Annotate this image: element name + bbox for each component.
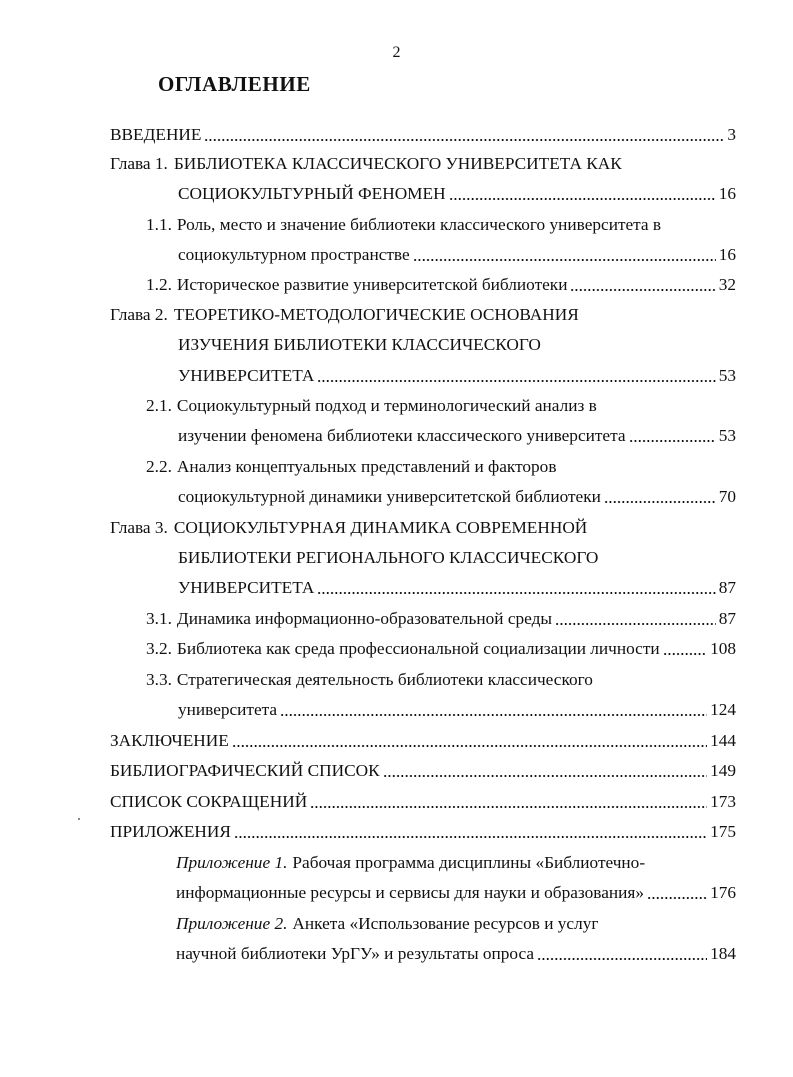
toc-chapter-2-line-2 bbox=[178, 332, 736, 358]
toc-entry-text: информационные ресурсы и сервисы для науки и образования» bbox=[176, 883, 644, 902]
toc-section-number: 1.2. bbox=[146, 275, 172, 294]
toc-section-number: 3.3. bbox=[146, 670, 172, 689]
toc-entry-bibliography bbox=[110, 758, 736, 784]
toc-entry-text: социокультурном пространстве bbox=[178, 245, 410, 264]
toc-chapter-3-line-3 bbox=[178, 575, 736, 601]
toc-entry-text: ИЗУЧЕНИЯ БИБЛИОТЕКИ КЛАССИЧЕСКОГО bbox=[178, 335, 541, 354]
toc-section-3-3-line-1 bbox=[146, 667, 736, 693]
toc-entry-abbreviations bbox=[110, 789, 736, 815]
toc-entry-text: университета bbox=[178, 700, 278, 719]
toc-entry-page: 124 bbox=[710, 700, 736, 719]
toc-entry-text: Анализ концептуальных представлений и факторов bbox=[176, 457, 557, 476]
toc-entry-text: БИБЛИОТЕКИ РЕГИОНАЛЬНОГО КЛАССИЧЕСКОГО bbox=[178, 548, 599, 567]
toc-entry-text: СПИСОК СОКРАЩЕНИЙ bbox=[110, 792, 308, 811]
toc-chapter-label: Глава 2. bbox=[110, 305, 168, 324]
toc-entry-text: Роль, место и значение библиотеки классического университета в bbox=[176, 215, 662, 234]
scan-speck bbox=[78, 818, 80, 820]
dot-leader bbox=[280, 699, 707, 717]
dot-leader bbox=[204, 124, 724, 142]
toc-appendix-label: Приложение 2. bbox=[176, 914, 288, 933]
toc-entry-page: 70 bbox=[718, 487, 736, 506]
toc-chapter-label: Глава 1. bbox=[110, 154, 168, 173]
toc-section-2-2-line-1 bbox=[146, 454, 736, 480]
toc-section-1-2 bbox=[146, 272, 736, 298]
toc-section-number: 3.2. bbox=[146, 639, 172, 658]
toc-section-2-2-line-2 bbox=[178, 484, 736, 510]
toc-entry-appendices bbox=[110, 819, 736, 845]
toc-entry-text: Анкета «Использование ресурсов и услуг bbox=[292, 914, 599, 933]
toc-entry-page: 175 bbox=[710, 822, 736, 841]
toc-section-number: 2.2. bbox=[146, 457, 172, 476]
toc-entry-page: 173 bbox=[710, 792, 736, 811]
toc-section-3-3-line-2 bbox=[178, 697, 736, 723]
toc-entry-text: изучении феномена библиотеки классического университета bbox=[178, 426, 626, 445]
toc-entry-text: ВВЕДЕНИЕ bbox=[110, 125, 202, 144]
dot-leader bbox=[413, 244, 716, 262]
toc-entry-page: 184 bbox=[710, 944, 736, 963]
dot-leader bbox=[310, 791, 707, 809]
toc-entry-text: Историческое развитие университетской библиотеки bbox=[176, 275, 568, 294]
toc-entry-page: 16 bbox=[718, 245, 736, 264]
toc-section-number: 2.1. bbox=[146, 396, 172, 415]
dot-leader bbox=[317, 365, 715, 383]
toc-section-number: 3.1. bbox=[146, 609, 172, 628]
toc-entry-text: научной библиотеки УрГУ» и результаты опроса bbox=[176, 944, 535, 963]
dot-leader bbox=[537, 943, 707, 961]
toc-entry-text: ЗАКЛЮЧЕНИЕ bbox=[110, 731, 229, 750]
dot-leader bbox=[629, 425, 716, 443]
toc-entry-introduction bbox=[110, 122, 736, 148]
toc-chapter-1-line-2 bbox=[178, 181, 736, 207]
toc-chapter-3-line-1 bbox=[110, 515, 736, 541]
toc-entry-page: 3 bbox=[727, 125, 736, 144]
toc-entry-page: 16 bbox=[718, 184, 736, 203]
toc-appendix-label: Приложение 1. bbox=[176, 853, 288, 872]
toc-section-1-1-line-1 bbox=[146, 212, 736, 238]
toc-entry-page: 32 bbox=[718, 275, 736, 294]
toc-entry-text: СОЦИОКУЛЬТУРНЫЙ ФЕНОМЕН bbox=[178, 184, 446, 203]
toc-entry-page: 53 bbox=[718, 426, 736, 445]
toc-appendix-1-line-1 bbox=[176, 850, 736, 876]
toc-section-3-2 bbox=[146, 636, 736, 662]
toc-entry-text: УНИВЕРСИТЕТА bbox=[178, 578, 315, 597]
toc-entry-text: БИБЛИОТЕКА КЛАССИЧЕСКОГО УНИВЕРСИТЕТА КАК bbox=[173, 154, 622, 173]
toc-entry-text: Рабочая программа дисциплины «Библиотечно- bbox=[292, 853, 646, 872]
toc-entry-page: 87 bbox=[718, 609, 736, 628]
toc-entry-text: Стратегическая деятельность библиотеки классического bbox=[176, 670, 593, 689]
toc-entry-page: 108 bbox=[710, 639, 736, 658]
dot-leader bbox=[647, 882, 707, 900]
page-title: ОГЛАВЛЕНИЕ bbox=[158, 72, 311, 96]
dot-leader bbox=[234, 821, 707, 839]
toc-section-3-1 bbox=[146, 606, 736, 632]
toc-entry-page: 176 bbox=[710, 883, 736, 902]
toc-entry-conclusion bbox=[110, 728, 736, 754]
page-number: 2 bbox=[392, 44, 401, 61]
toc-section-number: 1.1. bbox=[146, 215, 172, 234]
toc-appendix-1-line-2 bbox=[176, 880, 736, 906]
toc-entry-text: социокультурной динамики университетской библиотеки bbox=[178, 487, 601, 506]
dot-leader bbox=[317, 577, 715, 595]
toc-entry-text: ПРИЛОЖЕНИЯ bbox=[110, 822, 231, 841]
toc-entry-text: Библиотека как среда профессиональной социализации личности bbox=[176, 639, 660, 658]
toc-entry-text: БИБЛИОГРАФИЧЕСКИЙ СПИСОК bbox=[110, 761, 380, 780]
toc-chapter-label: Глава 3. bbox=[110, 518, 168, 537]
dot-leader bbox=[555, 608, 716, 626]
toc-chapter-3-line-2 bbox=[178, 545, 736, 571]
toc-entry-page: 53 bbox=[718, 366, 736, 385]
toc-entry-text: СОЦИОКУЛЬТУРНАЯ ДИНАМИКА СОВРЕМЕННОЙ bbox=[173, 518, 588, 537]
dot-leader bbox=[570, 274, 715, 292]
toc-entry-text: УНИВЕРСИТЕТА bbox=[178, 366, 315, 385]
dot-leader bbox=[604, 486, 716, 504]
toc-section-2-1-line-1 bbox=[146, 393, 736, 419]
dot-leader bbox=[383, 760, 707, 778]
dot-leader bbox=[232, 730, 707, 748]
toc-chapter-2-line-1 bbox=[110, 302, 736, 328]
toc-appendix-2-line-1 bbox=[176, 911, 736, 937]
toc-entry-text: ТЕОРЕТИКО-МЕТОДОЛОГИЧЕСКИЕ ОСНОВАНИЯ bbox=[173, 305, 579, 324]
toc-section-2-1-line-2 bbox=[178, 423, 736, 449]
toc-entry-page: 149 bbox=[710, 761, 736, 780]
dot-leader bbox=[663, 638, 707, 656]
toc-entry-text: Динамика информационно-образовательной среды bbox=[176, 609, 553, 628]
toc-entry-page: 144 bbox=[710, 731, 736, 750]
toc-section-1-1-line-2 bbox=[178, 242, 736, 268]
toc-appendix-2-line-2 bbox=[176, 941, 736, 967]
toc-chapter-2-line-3 bbox=[178, 363, 736, 389]
dot-leader bbox=[449, 183, 716, 201]
toc-entry-page: 87 bbox=[718, 578, 736, 597]
toc-entry-text: Социокультурный подход и терминологический анализ в bbox=[176, 396, 597, 415]
toc-chapter-1-line-1 bbox=[110, 151, 736, 177]
